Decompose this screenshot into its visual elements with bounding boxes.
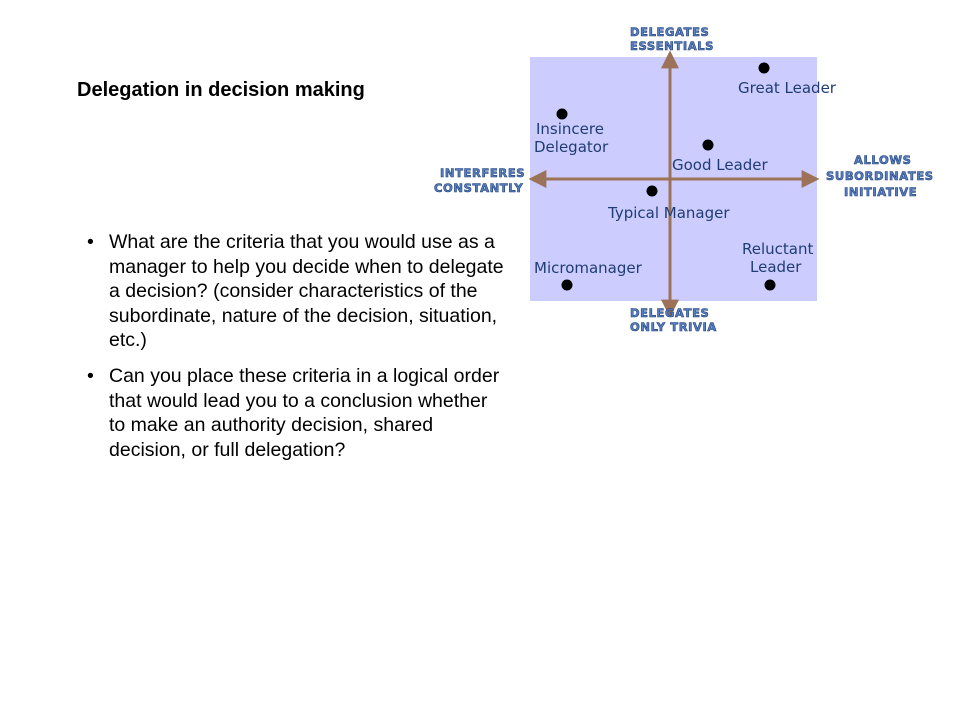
bullet-text: What are the criteria that you would use as a manager to help you decide when to delegate a decision? (consider characteristics of the subordinate, nature of the decision, situation, etc.): [109, 231, 504, 352]
point-insincere-delegator: [557, 109, 568, 120]
point-typical-manager: [647, 186, 658, 197]
label-great-leader: Great Leader: [738, 79, 836, 97]
axis-label-bottom: ONLY TRIVIA: [630, 320, 717, 334]
slide-title: Delegation in decision making: [77, 79, 365, 101]
axis-label-right: SUBORDINATES: [826, 169, 934, 183]
point-reluctant-leader: [765, 280, 776, 291]
axis-label-bottom: DELEGATES: [630, 306, 710, 320]
point-great-leader: [759, 63, 770, 74]
bullet-text: Can you place these criteria in a logical order that would lead you to a conclusion whether to make an authority decision, shared decision, or full delegation?: [109, 364, 500, 461]
axis-label-left: CONSTANTLY: [434, 181, 524, 195]
point-micromanager: [562, 280, 573, 291]
axis-label-left: INTERFERES: [440, 166, 526, 180]
label-reluctant-leader: Leader: [750, 258, 802, 276]
bullet-item: [87, 364, 507, 462]
label-reluctant-leader: Reluctant: [742, 240, 814, 258]
label-good-leader: Good Leader: [672, 156, 768, 174]
axis-label-right: INITIATIVE: [844, 185, 918, 199]
axis-label-top: DELEGATES: [630, 25, 710, 39]
axis-label-top: ESSENTIALS: [630, 39, 715, 53]
bullet-glyph: •: [87, 364, 94, 387]
delegation-quadrant-diagram: [420, 20, 960, 350]
label-micromanager: Micromanager: [534, 259, 642, 277]
label-insincere-delegator: Insincere: [536, 120, 604, 138]
label-insincere-delegator: Delegator: [534, 138, 609, 156]
label-typical-manager: Typical Manager: [608, 204, 730, 222]
bullet-glyph: •: [87, 231, 94, 253]
axis-label-right: ALLOWS: [854, 153, 912, 167]
point-good-leader: [703, 140, 714, 151]
